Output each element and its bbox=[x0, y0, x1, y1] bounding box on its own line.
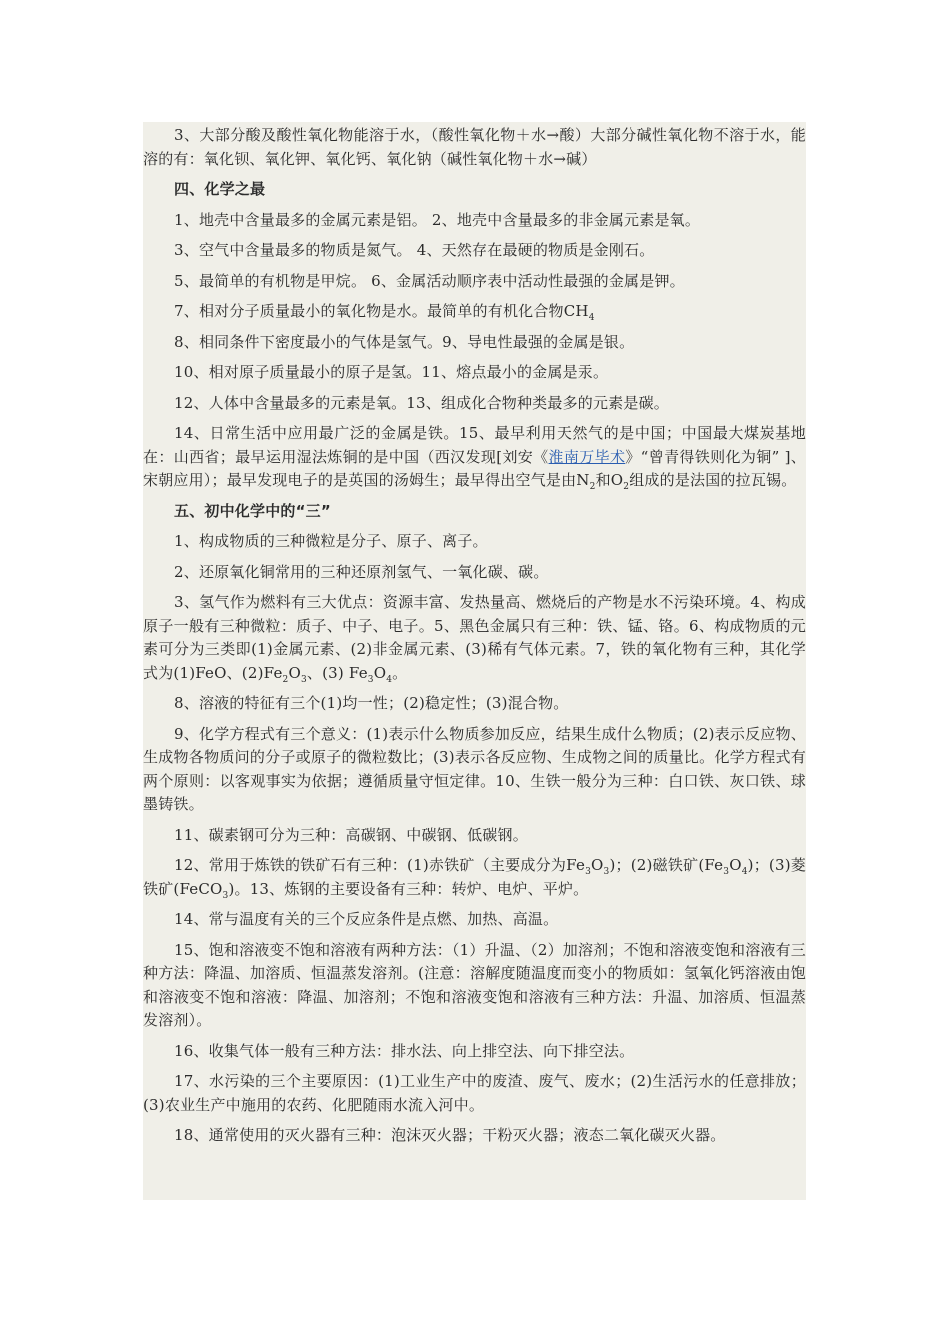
text-run: O bbox=[373, 663, 387, 682]
content-block bbox=[143, 122, 806, 1200]
paragraph bbox=[143, 300, 806, 324]
text-run: O bbox=[288, 663, 301, 682]
text-run: 。 bbox=[392, 663, 408, 682]
text-run: O bbox=[591, 856, 604, 874]
subscript: 2 bbox=[623, 482, 630, 492]
paragraph: 18、通常使用的灭火器有三种：泡沫灭火器；干粉灭火器；液态二氧化碳灭火器。 bbox=[174, 1126, 726, 1144]
section-heading: 五、初中化学中的“三” bbox=[174, 501, 331, 520]
paragraph: 17、水污染的三个主要原因：(1)工业生产中的废渣、废气、废水；(2)生活污水的任意排放；(3)农业生产中施用的农药、化肥随雨水流入河中。 bbox=[143, 1072, 806, 1114]
text-run: 3、氢气作为燃料有三大优点：资源丰富、发热量高、燃烧后的产物是水不污染环境。4、构成原子一般有三种微粒：质子、中子、电子。5、黑色金属只有三种：铁、锰、铬。6、构成物质的元素可分为三类即(1)金属元素、(2)非金属元素、(3)稀有气体元素。7，铁的氧化物有三种，其化学式为(1)FeO、(2)Fe bbox=[143, 593, 806, 682]
paragraph: 1、构成物质的三种微粒是分子、原子、离子。 bbox=[174, 532, 488, 550]
text-run: )。13、炼钢的主要设备有三种：转炉、电炉、平炉。 bbox=[228, 879, 589, 898]
subscript: 4 bbox=[741, 867, 748, 877]
text-run: 和O bbox=[595, 471, 624, 489]
subscript: 3 bbox=[367, 674, 374, 685]
book-link[interactable]: 淮南万毕术 bbox=[548, 447, 626, 466]
text-run: 14、日常生活中应用最广泛的金属是铁。15、最早利用天然气的是中国；中国最大煤炭基地在：山西省；最早运用湿法炼铜的是中国（西汉发现[刘安《 bbox=[143, 424, 806, 466]
subscript: 2 bbox=[282, 674, 289, 685]
paragraph: 3、大部分酸及酸性氧化物能溶于水，（酸性氧化物＋水→酸）大部分碱性氧化物不溶于水，能溶的有：氧化钡、氧化钾、氧化钙、氧化钠（碱性氧化物＋水→碱） bbox=[143, 126, 806, 168]
paragraph: 1、地壳中含量最多的金属元素是铝。 2、地壳中含量最多的非金属元素是氧。 bbox=[174, 210, 701, 229]
paragraph: 3、空气中含量最多的物质是氮气。 4、天然存在最硬的物质是金刚石。 bbox=[174, 241, 655, 259]
subscript: 2 bbox=[589, 482, 596, 492]
text-run: 组成的是法国的拉瓦锡。 bbox=[629, 471, 797, 489]
text-run: 7、相对分子质量最小的氧化物是水。最简单的有机化合物CH bbox=[174, 302, 589, 320]
subscript: 3 bbox=[723, 867, 730, 877]
paragraph bbox=[143, 854, 806, 901]
paragraph: 8、溶液的特征有三个(1)均一性；(2)稳定性；(3)混合物。 bbox=[174, 694, 569, 712]
text-run: 》“曾青得铁则化为铜” ]、宋朝应用）；最早发现电子的是英国的汤姆生；最早得出空气是由N bbox=[143, 447, 806, 489]
subscript: 3 bbox=[585, 867, 591, 877]
paragraph: 11、碳素钢可分为三种：高碳钢、中碳钢、低碳钢。 bbox=[174, 825, 528, 844]
text-run: )；(2)磁铁矿(Fe bbox=[609, 856, 724, 874]
text-run: O bbox=[729, 856, 742, 874]
paragraph bbox=[143, 591, 806, 685]
paragraph: 8、相同条件下密度最小的气体是氢气。9、导电性最强的金属是银。 bbox=[174, 332, 635, 351]
subscript: 3 bbox=[222, 890, 229, 901]
text-run: )；(3)菱铁矿(FeCO bbox=[143, 856, 806, 898]
paragraph: 14、常与温度有关的三个反应条件是点燃、加热、高温。 bbox=[174, 910, 559, 928]
paragraph: 16、收集气体一般有三种方法：排水法、向上排空法、向下排空法。 bbox=[174, 1041, 635, 1060]
subscript: 4 bbox=[588, 313, 595, 323]
subscript: 3 bbox=[603, 867, 610, 877]
paragraph: 10、相对原子质量最小的原子是氢。11、熔点最小的金属是汞。 bbox=[174, 363, 609, 381]
section-heading: 四、化学之最 bbox=[174, 180, 266, 198]
paragraph: 9、化学方程式有三个意义：(1)表示什么物质参加反应，结果生成什么物质；(2)表示反应物、生成物各物质问的分子或原子的微粒数比；(3)表示各反应物、生成物之间的质量比。化学方程式有两个原则：以客观事实为依据；遵循质量守恒定律。10、生铁一般分为三种：白口铁、灰口铁、球墨铸铁。 bbox=[143, 724, 806, 813]
paragraph: 15、饱和溶液变不饱和溶液有两种方法：（1）升温、（2）加溶剂；不饱和溶液变饱和溶液有三种方法：降温、加溶质、恒温蒸发溶剂。(注意：溶解度随温度而变小的物质如：氢氧化钙溶液由饱和溶液变不饱和溶液：降温、加溶剂；不饱和溶液变饱和溶液有三种方法：升温、加溶质、恒温蒸发溶剂）。 bbox=[143, 940, 806, 1029]
text-run: 12、常用于炼铁的铁矿石有三种：(1)赤铁矿（主要成分为Fe bbox=[174, 856, 586, 874]
paragraph: 5、最简单的有机物是甲烷。 6、金属活动顺序表中活动性最强的金属是钾。 bbox=[174, 271, 685, 290]
text-run: 、(3) Fe bbox=[306, 663, 368, 682]
subscript: 3 bbox=[300, 674, 307, 685]
subscript: 4 bbox=[386, 674, 393, 685]
paragraph: 12、人体中含量最多的元素是氧。13、组成化合物种类最多的元素是碳。 bbox=[174, 393, 669, 412]
paragraph bbox=[143, 422, 806, 493]
paragraph: 2、还原氧化铜常用的三种还原剂氢气、一氧化碳、碳。 bbox=[174, 562, 549, 581]
